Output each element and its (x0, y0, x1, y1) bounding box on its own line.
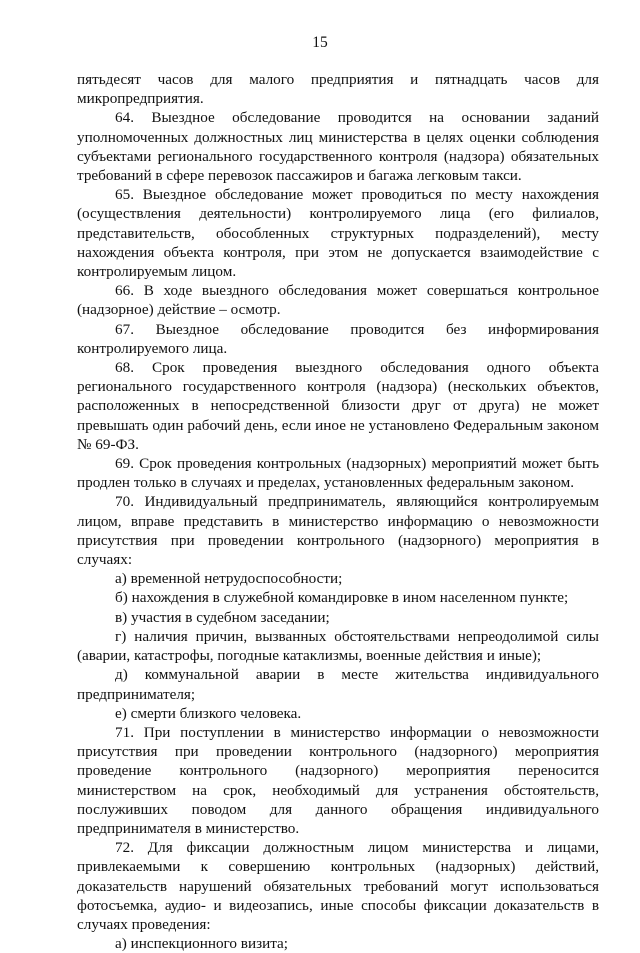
page-number: 15 (312, 34, 328, 51)
list-item-d: д) коммунальной аварии в месте жительства индивидуального предпринимателя; (77, 666, 599, 703)
document-body (77, 70, 599, 953)
paragraph-70: 70. Индивидуальный предприниматель, являющийся контролируемым лицом, вправе представить в министерство информацию о невозможности присутствия при проведении контрольного (надзорного) мероприятия в случаях: (77, 493, 599, 569)
paragraph-continuation: пятьдесят часов для малого предприятия и пятнадцать часов для микропредприятия. (77, 71, 599, 108)
list-item-e: е) смерти близкого человека. (115, 704, 302, 722)
list-item-v: в) участия в судебном заседании; (115, 608, 330, 626)
list-item-a-2: а) инспекционного визита; (115, 935, 288, 953)
paragraph-71: 71. При поступлении в министерство информации о невозможности присутствия при проведении контрольного (надзорного) мероприятия проведение контрольного (надзорного) мероприятия переносится министерством на срок, необходимый для устранения обстоятельств, послуживших поводом для данного обращения индивидуального предпринимателя в министерство. (77, 723, 599, 837)
list-item-g: г) наличия причин, вызванных обстоятельствами непреодолимой силы (аварии, катастрофы, погодные катаклизмы, военные действия и иные); (77, 627, 599, 665)
paragraph-72: 72. Для фиксации должностным лицом министерства и лицами, привлекаемыми к совершению контрольных (надзорных) действий, доказательств нарушений обязательных требований могут использоваться фотосъемка, аудио- и видеозапись, иные способы фиксации доказательств в случаях проведения: (77, 839, 599, 933)
list-item-a: а) временной нетрудоспособности; (115, 570, 343, 588)
paragraph-68: 68. Срок проведения выездного обследования одного объекта регионального государственного контроля (надзора) (нескольких объектов, расположенных в непосредственной близости друг от друга) не может превышать один рабочий день, если иное не установлено Федеральным законом № 69-ФЗ. (77, 359, 599, 453)
list-item-b: б) нахождения в служебной командировке в ином населенном пункте; (115, 589, 569, 607)
paragraph-69: 69. Срок проведения контрольных (надзорных) мероприятий может быть продлен только в случаях и пределах, установленных федеральным законом. (77, 455, 599, 492)
paragraph-67: 67. Выездное обследование проводится без информирования контролируемого лица. (77, 320, 599, 357)
paragraph-66: 66. В ходе выездного обследования может совершаться контрольное (надзорное) действие – осмотр. (77, 282, 599, 319)
paragraph-64: 64. Выездное обследование проводится на основании заданий уполномоченных должностных лиц министерства в целях оценки соблюдения субъектами регионального государственного контроля (надзора) обязательных требований в сфере перевозок пассажиров и багажа легковым такси. (77, 109, 599, 185)
paragraph-65: 65. Выездное обследование может проводиться по месту нахождения (осуществления деятельности) контролируемого лица (его филиалов, представительств, обособленных структурных подразделений), месту нахождения объекта контроля, при этом не допускается взаимодействие с контролируемым лицом. (77, 186, 599, 281)
